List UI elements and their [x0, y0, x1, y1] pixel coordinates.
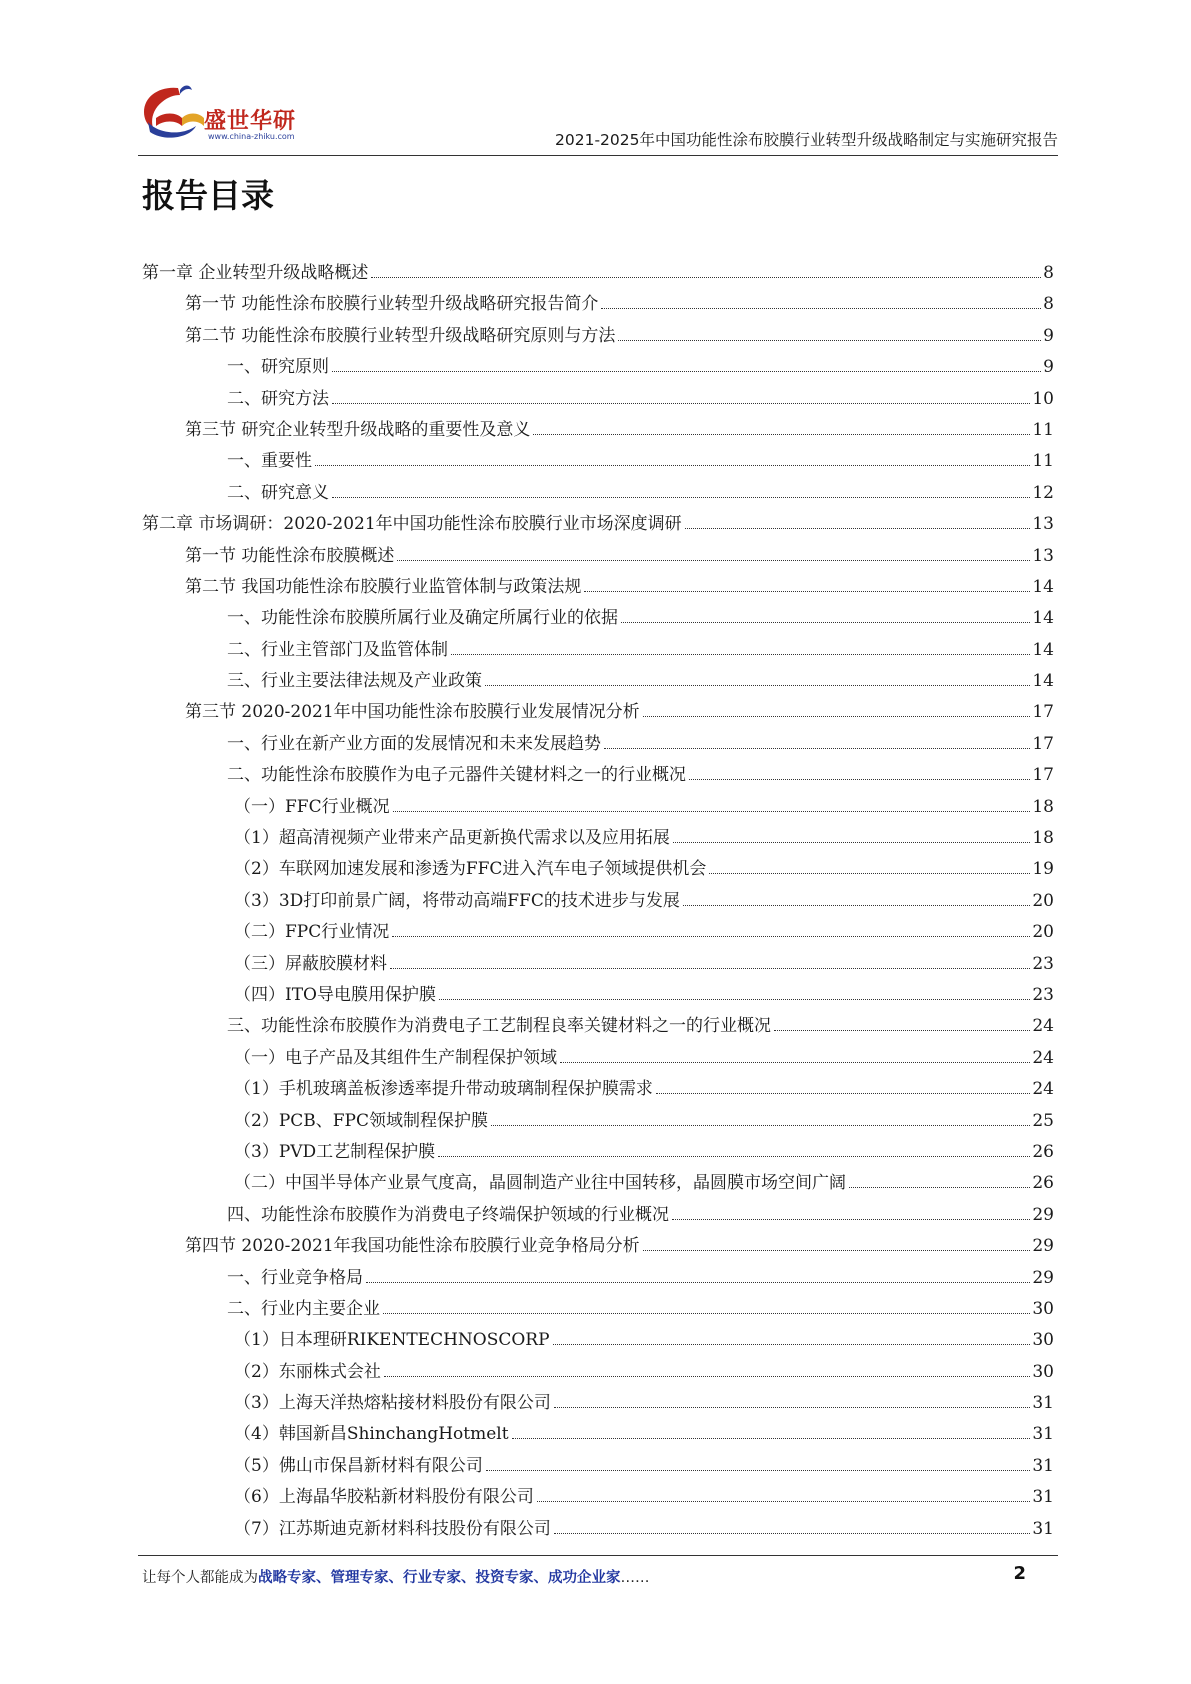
- toc-entry[interactable]: [142, 697, 1054, 728]
- toc-dot-leader: [485, 685, 1030, 686]
- toc-entry-title: 一、行业在新产业方面的发展情况和未来发展趋势: [227, 733, 601, 754]
- toc-entry-title: （3）上海天洋热熔粘接材料股份有限公司: [234, 1393, 551, 1414]
- toc-entry[interactable]: [142, 1011, 1054, 1042]
- toc-dot-leader: [689, 779, 1030, 780]
- toc-dot-leader: [774, 1030, 1030, 1031]
- toc-entry-page: 17: [1032, 702, 1054, 723]
- toc-entry[interactable]: [142, 289, 1054, 320]
- toc-entry[interactable]: [142, 415, 1054, 446]
- toc-dot-leader: [392, 936, 1030, 937]
- toc-entry-page: 25: [1032, 1110, 1054, 1131]
- toc-entry-page: 14: [1032, 639, 1054, 660]
- toc-entry[interactable]: [142, 1106, 1054, 1137]
- toc-dot-leader: [332, 371, 1041, 372]
- toc-entry-title: （5）佛山市保昌新材料有限公司: [234, 1455, 483, 1476]
- toc-entry-page: 24: [1032, 1047, 1054, 1068]
- toc-entry-page: 23: [1032, 953, 1054, 974]
- toc-entry[interactable]: [142, 258, 1054, 289]
- toc-entry-page: 30: [1032, 1361, 1054, 1382]
- toc-entry-title: （一）电子产品及其组件生产制程保护领域: [234, 1047, 557, 1068]
- toc-dot-leader: [366, 1282, 1030, 1283]
- page-header: [138, 82, 1058, 154]
- page-title: 报告目录: [142, 176, 274, 215]
- toc-entry-title: （1）日本理研RIKENTECHNOSCORP: [234, 1330, 550, 1351]
- toc-entry-page: 18: [1032, 796, 1054, 817]
- toc-entry-page: 13: [1032, 545, 1054, 566]
- toc-dot-leader: [397, 560, 1030, 561]
- toc-entry-title: 三、行业主要法律法规及产业政策: [227, 671, 482, 692]
- toc-dot-leader: [685, 528, 1031, 529]
- toc-entry-title: 第一章 企业转型升级战略概述: [142, 263, 369, 283]
- toc-dot-leader: [554, 1533, 1031, 1534]
- toc-entry[interactable]: [142, 980, 1054, 1011]
- toc-dot-leader: [584, 591, 1030, 592]
- slogan-suffix: ……: [620, 1570, 650, 1586]
- toc-entry-title: 第一节 功能性涂布胶膜行业转型升级战略研究报告简介: [185, 294, 599, 315]
- toc-dot-leader: [537, 1501, 1031, 1502]
- toc-entry-page: 19: [1032, 859, 1054, 880]
- toc-dot-leader: [656, 1093, 1031, 1094]
- toc-entry-title: （二）中国半导体产业景气度高，晶圆制造产业往中国转移，晶圆膜市场空间广阔: [234, 1173, 846, 1194]
- toc-entry-title: （四）ITO导电膜用保护膜: [234, 984, 436, 1005]
- toc-dot-leader: [643, 716, 1031, 717]
- toc-entry-title: （2）PCB、FPC领域制程保护膜: [234, 1110, 488, 1131]
- toc-entry-title: 第二章 市场调研：2020-2021年中国功能性涂布胶膜行业市场深度调研: [142, 514, 682, 535]
- table-of-contents: [142, 258, 1054, 1545]
- toc-entry-page: 11: [1032, 451, 1054, 472]
- toc-dot-leader: [315, 465, 1030, 466]
- toc-dot-leader: [554, 1407, 1031, 1408]
- toc-entry-page: 29: [1032, 1236, 1054, 1257]
- toc-entry-title: 二、研究方法: [227, 388, 329, 409]
- toc-entry-page: 11: [1032, 419, 1054, 440]
- toc-entry-title: （7）江苏斯迪克新材料科技股份有限公司: [234, 1518, 551, 1539]
- toc-dot-leader: [673, 842, 1031, 843]
- toc-dot-leader: [438, 1156, 1030, 1157]
- toc-entry[interactable]: [142, 1137, 1054, 1168]
- toc-dot-leader: [533, 434, 1030, 435]
- toc-entry[interactable]: [142, 509, 1054, 540]
- toc-entry[interactable]: [142, 1419, 1054, 1450]
- toc-entry-page: 10: [1032, 388, 1054, 409]
- toc-entry-title: （4）韩国新昌ShinchangHotmelt: [234, 1424, 509, 1445]
- toc-entry[interactable]: [142, 666, 1054, 697]
- toc-entry-page: 24: [1032, 1079, 1054, 1100]
- toc-entry-page: 14: [1032, 608, 1054, 629]
- toc-entry-title: （6）上海晶华胶粘新材料股份有限公司: [234, 1487, 534, 1508]
- toc-entry-page: 26: [1032, 1173, 1054, 1194]
- toc-entry-title: （3）PVD工艺制程保护膜: [234, 1141, 436, 1162]
- toc-entry-title: （三）屏蔽胶膜材料: [234, 953, 387, 974]
- toc-entry-page: 20: [1032, 922, 1054, 943]
- toc-entry-page: 31: [1032, 1487, 1054, 1508]
- toc-entry-title: （二）FPC行业情况: [234, 922, 390, 943]
- toc-entry[interactable]: [142, 478, 1054, 509]
- toc-entry[interactable]: [142, 1168, 1054, 1199]
- toc-entry[interactable]: [142, 886, 1054, 917]
- toc-entry[interactable]: [142, 729, 1054, 760]
- toc-entry-title: 一、重要性: [227, 451, 312, 472]
- toc-entry[interactable]: [142, 1325, 1054, 1356]
- toc-dot-leader: [683, 905, 1031, 906]
- page-number: 2: [1013, 1563, 1026, 1584]
- toc-entry[interactable]: [142, 572, 1054, 603]
- toc-entry[interactable]: [142, 917, 1054, 948]
- toc-entry[interactable]: [142, 1263, 1054, 1294]
- toc-entry-title: （1）手机玻璃盖板渗透率提升带动玻璃制程保护膜需求: [234, 1079, 653, 1100]
- toc-entry-page: 31: [1032, 1518, 1054, 1539]
- toc-dot-leader: [332, 403, 1030, 404]
- toc-entry-title: 三、功能性涂布胶膜作为消费电子工艺制程良率关键材料之一的行业概况: [227, 1016, 771, 1037]
- toc-dot-leader: [439, 999, 1030, 1000]
- toc-entry-title: （2）车联网加速发展和渗透为FFC进入汽车电子领域提供机会: [234, 859, 707, 880]
- toc-entry[interactable]: [142, 635, 1054, 666]
- toc-entry-page: 24: [1032, 1016, 1054, 1037]
- toc-entry-title: 一、研究原则: [227, 357, 329, 378]
- toc-entry-page: 31: [1032, 1455, 1054, 1476]
- toc-entry-page: 31: [1032, 1424, 1054, 1445]
- toc-dot-leader: [384, 1376, 1031, 1377]
- toc-entry[interactable]: [142, 352, 1054, 383]
- toc-dot-leader: [553, 1344, 1031, 1345]
- logo-name: 盛世华研: [204, 109, 297, 134]
- toc-entry[interactable]: [142, 321, 1054, 352]
- toc-dot-leader: [601, 308, 1041, 309]
- toc-entry[interactable]: [142, 1357, 1054, 1388]
- toc-dot-leader: [491, 1125, 1030, 1126]
- toc-entry-page: 29: [1032, 1204, 1054, 1225]
- toc-entry[interactable]: [142, 541, 1054, 572]
- toc-dot-leader: [621, 622, 1030, 623]
- toc-dot-leader: [672, 1219, 1030, 1220]
- toc-dot-leader: [383, 1313, 1030, 1314]
- toc-entry-title: （2）东丽株式会社: [234, 1361, 381, 1382]
- logo-url: www.china-zhiku.com: [208, 132, 295, 141]
- toc-dot-leader: [332, 497, 1030, 498]
- toc-entry-title: 一、功能性涂布胶膜所属行业及确定所属行业的依据: [227, 608, 618, 629]
- toc-entry[interactable]: [142, 854, 1054, 885]
- toc-dot-leader: [451, 654, 1030, 655]
- toc-entry[interactable]: [142, 446, 1054, 477]
- toc-entry-title: 二、研究意义: [227, 482, 329, 503]
- toc-dot-leader: [618, 340, 1041, 341]
- toc-dot-leader: [560, 1062, 1030, 1063]
- slogan-highlight: 战略专家、管理专家、行业专家、投资专家、成功企业家: [258, 1570, 621, 1586]
- toc-entry-title: 二、行业内主要企业: [227, 1298, 380, 1319]
- toc-entry-title: 第二节 功能性涂布胶膜行业转型升级战略研究原则与方法: [185, 325, 616, 346]
- toc-entry-page: 12: [1032, 482, 1054, 503]
- toc-dot-leader: [709, 873, 1030, 874]
- toc-entry-page: 30: [1032, 1330, 1054, 1351]
- toc-entry-page: 18: [1032, 828, 1054, 849]
- toc-entry-title: 第三节 2020-2021年中国功能性涂布胶膜行业发展情况分析: [185, 702, 640, 723]
- toc-entry-title: 一、行业竞争格局: [227, 1267, 363, 1288]
- toc-entry-title: 第四节 2020-2021年我国功能性涂布胶膜行业竞争格局分析: [185, 1236, 640, 1257]
- toc-entry[interactable]: [142, 1388, 1054, 1419]
- toc-entry[interactable]: [142, 1294, 1054, 1325]
- toc-entry-page: 31: [1032, 1393, 1054, 1414]
- toc-dot-leader: [393, 811, 1031, 812]
- report-title: 2021-2025年中国功能性涂布胶膜行业转型升级战略制定与实施研究报告: [555, 131, 1058, 149]
- toc-entry-title: 第二节 我国功能性涂布胶膜行业监管体制与政策法规: [185, 576, 582, 597]
- toc-entry[interactable]: [142, 823, 1054, 854]
- toc-entry[interactable]: [142, 603, 1054, 634]
- toc-entry-title: （1）超高清视频产业带来产品更新换代需求以及应用拓展: [234, 828, 670, 849]
- toc-dot-leader: [371, 277, 1041, 278]
- toc-entry[interactable]: [142, 1451, 1054, 1482]
- toc-entry[interactable]: [142, 760, 1054, 791]
- toc-entry[interactable]: [142, 792, 1054, 823]
- toc-entry-page: 13: [1032, 514, 1054, 535]
- toc-entry-page: 8: [1043, 294, 1054, 315]
- toc-entry-page: 14: [1032, 576, 1054, 597]
- toc-entry-page: 23: [1032, 984, 1054, 1005]
- toc-entry-page: 17: [1032, 733, 1054, 754]
- toc-entry[interactable]: [142, 384, 1054, 415]
- toc-entry-page: 29: [1032, 1267, 1054, 1288]
- toc-entry-page: 14: [1032, 671, 1054, 692]
- toc-entry[interactable]: [142, 1074, 1054, 1105]
- toc-entry[interactable]: [142, 949, 1054, 980]
- toc-entry-page: 9: [1043, 325, 1054, 346]
- slogan-prefix: 让每个人都能成为: [142, 1570, 258, 1586]
- toc-entry-page: 26: [1032, 1141, 1054, 1162]
- toc-entry[interactable]: [142, 1200, 1054, 1231]
- toc-dot-leader: [390, 968, 1030, 969]
- toc-dot-leader: [849, 1187, 1030, 1188]
- footer-slogan: [142, 1566, 650, 1587]
- toc-entry[interactable]: [142, 1043, 1054, 1074]
- toc-entry-page: 20: [1032, 890, 1054, 911]
- toc-entry-page: 9: [1043, 357, 1054, 378]
- toc-entry-page: 30: [1032, 1298, 1054, 1319]
- toc-entry-title: 二、行业主管部门及监管体制: [227, 639, 448, 660]
- toc-entry-title: （3）3D打印前景广阔，将带动高端FFC的技术进步与发展: [234, 890, 680, 911]
- toc-dot-leader: [512, 1438, 1031, 1439]
- toc-entry-title: （一）FFC行业概况: [234, 796, 390, 817]
- toc-dot-leader: [486, 1470, 1031, 1471]
- company-logo-icon: [138, 82, 208, 144]
- toc-dot-leader: [604, 748, 1030, 749]
- toc-dot-leader: [643, 1250, 1031, 1251]
- toc-entry[interactable]: [142, 1482, 1054, 1513]
- toc-entry-title: 第三节 研究企业转型升级战略的重要性及意义: [185, 419, 531, 440]
- toc-entry[interactable]: [142, 1231, 1054, 1262]
- toc-entry[interactable]: [142, 1514, 1054, 1545]
- toc-entry-page: 8: [1043, 263, 1054, 283]
- header-divider: [138, 155, 1058, 156]
- footer-divider: [138, 1555, 1058, 1556]
- toc-entry-title: 第一节 功能性涂布胶膜概述: [185, 545, 395, 566]
- toc-entry-title: 四、功能性涂布胶膜作为消费电子终端保护领域的行业概况: [227, 1204, 669, 1225]
- toc-entry-title: 二、功能性涂布胶膜作为电子元器件关键材料之一的行业概况: [227, 765, 686, 786]
- toc-entry-page: 17: [1032, 765, 1054, 786]
